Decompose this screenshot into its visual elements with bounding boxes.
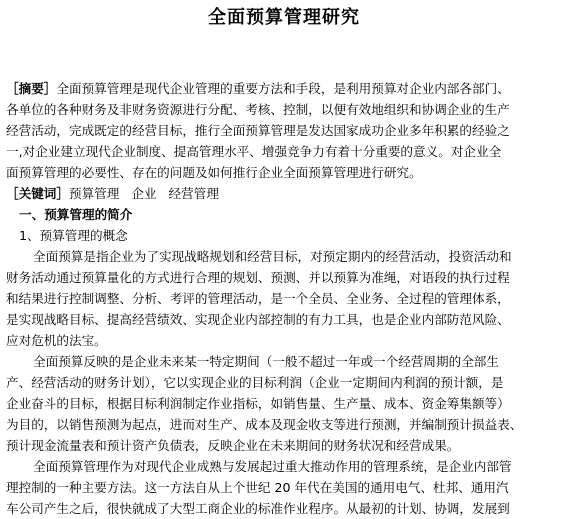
abstract-line-3: 经营活动，完成既定的经营目标，推行全面预算管理是发达国家成功企业多年积累的经验之 bbox=[6, 123, 510, 138]
paragraph-3-line-2: 理控制的一种主要方法。这一方法自从上个世纪 20 年代在美国的通用电气、杜邦、通用汽 bbox=[6, 480, 509, 495]
paragraph-1-line-1: 全面预算是指企业为了实现战略规划和经营目标，对预定期内的经营活动，投资活动和 bbox=[33, 249, 512, 264]
abstract-line-1 bbox=[6, 79, 510, 99]
paragraph-2-line-5: 预计现金流量表和预计资产负债表，反映企业在未来期间的财务状况和经营成果。 bbox=[6, 438, 460, 453]
keywords-text: 预算管理 企业 经营管理 bbox=[68, 186, 219, 201]
paragraph-1-line-5: 应对危机的法宝。 bbox=[6, 333, 107, 348]
section-heading: 一、预算管理的简介 bbox=[19, 207, 133, 222]
paragraph-3-line-3: 车公司产生之后，很快就成了大型工商企业的标准作业程序。从最初的计划、协调，发展到 bbox=[6, 501, 510, 516]
paragraph-2-line-2: 产、经营活动的财务计划），它以实现企业的目标利润（企业一定期间内利润的预计额，是 bbox=[6, 375, 504, 390]
abstract-text-1: 全面预算管理是现代企业管理的重要方法和手段，是利用预算对企业内部各部门、 bbox=[56, 81, 510, 96]
paragraph-2-line-3: 企业奋斗的目标，根据目标利润制定作业指标，如销售量、生产量、成本、资金筹集额等） bbox=[6, 396, 510, 411]
paragraph-3-line-1: 全面预算管理作为对现代企业成熟与发展起过重大推动作用的管理系统，是企业内部管 bbox=[33, 459, 512, 474]
paragraph-2-line-4: 为目的，以销售预测为起点，进而对生产、成本及现金收支等进行预测，并编制预计损益表、 bbox=[6, 417, 523, 432]
abstract-label: ［摘要］ bbox=[6, 81, 57, 96]
keywords-line bbox=[6, 184, 219, 204]
abstract-line-4: 一,对企业建立现代企业制度、提高管理水平、增强竞争力有着十分重要的意义。对企业全 bbox=[6, 144, 502, 159]
paragraph-1-line-4: 是实现战略目标、提高经营绩效、实现企业内部控制的有力工具，也是企业内部防范风险、 bbox=[6, 312, 510, 327]
keywords-label: ［关键词］ bbox=[6, 186, 69, 201]
subsection-heading: 1、预算管理的概念 bbox=[19, 228, 128, 243]
abstract-line-5: 面预算管理的必要性、存在的问题及如何推行企业全面预算管理进行研究。 bbox=[6, 165, 422, 180]
document-title: 全面预算管理研究 bbox=[208, 7, 360, 28]
paragraph-1-line-2: 财务活动通过预算量化的方式进行合理的规划、预测、并以预算为准绳，对语段的执行过程 bbox=[6, 270, 510, 285]
paragraph-2-line-1: 全面预算反映的是企业未来某一特定期间（一般不超过一年或一个经营周期的全部生 bbox=[33, 354, 499, 369]
abstract-line-2: 各单位的各种财务及非财务资源进行分配、考核、控制，以便有效地组织和协调企业的生产 bbox=[6, 102, 510, 117]
paragraph-1-line-3: 和结果进行控制调整、分析、考评的管理活动，是一个全员、全业务、全过程的管理体系， bbox=[6, 291, 510, 306]
